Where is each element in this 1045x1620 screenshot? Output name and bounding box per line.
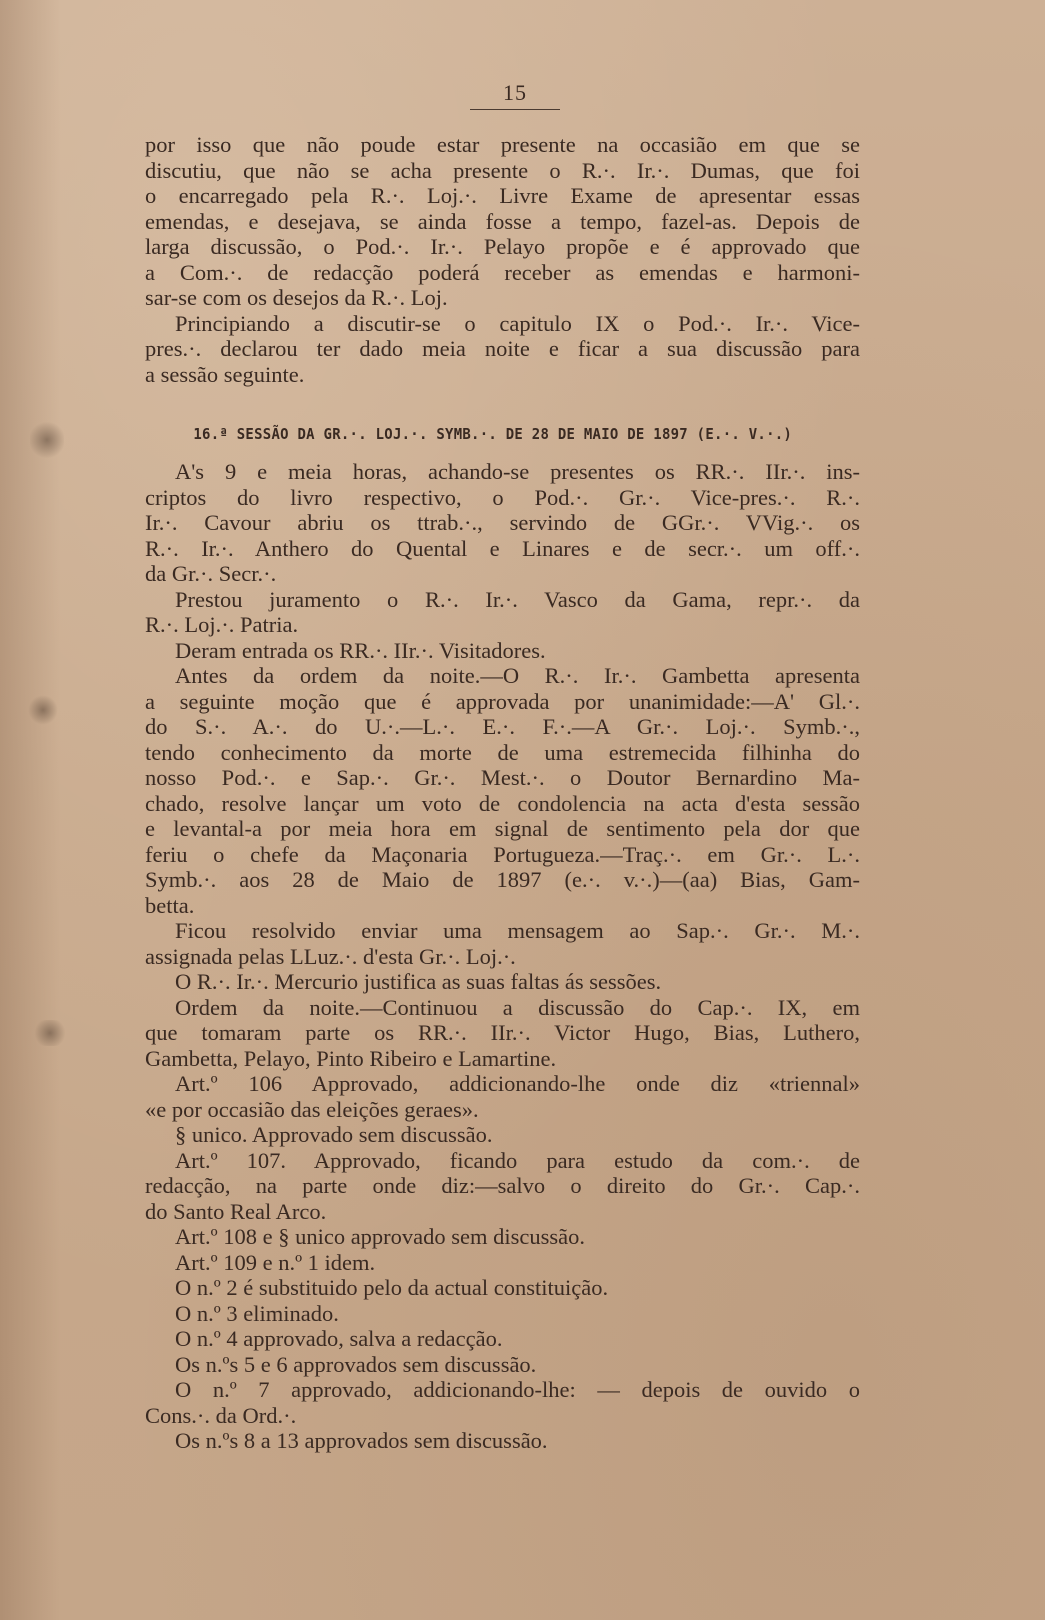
text-line: R.·. Loj.·. Patria. bbox=[145, 612, 299, 637]
text-line: chado, resolve lançar um voto de condolencia na acta d'esta sessão bbox=[145, 790, 860, 816]
text-line: e levantal-a por meia hora em signal de sentimento pela dor que bbox=[145, 816, 860, 841]
session-paragraph bbox=[145, 918, 860, 969]
text-line: larga discussão, o Pod.·. Ir.·. Pelayo propõe e é approvado que bbox=[145, 234, 860, 259]
text-line: betta. bbox=[145, 892, 195, 918]
text-line: Ordem da noite.—Continuou a discussão do Cap.·. IX, em bbox=[175, 994, 860, 1020]
session-paragraph bbox=[145, 1352, 860, 1378]
page-edge-shadow bbox=[0, 0, 60, 1620]
session-paragraph bbox=[145, 1071, 860, 1122]
session-heading: 16.ª SESSÃO DA GR.·. LOJ.·. SYMB.·. DE 28 DE MAIO DE 1897 (E.·. V.·.) bbox=[193, 425, 793, 443]
text-line: Os n.ºs 8 a 13 approvados sem discussão. bbox=[175, 1428, 548, 1453]
session-paragraph bbox=[145, 459, 860, 587]
text-line: a seguinte moção que é approvada por unanimidade:—A' Gl.·. bbox=[145, 688, 860, 714]
session-paragraph bbox=[145, 969, 860, 995]
intro-paragraph bbox=[145, 311, 860, 388]
text-line: Art.º 109 e n.º 1 idem. bbox=[175, 1249, 376, 1275]
session-paragraph bbox=[145, 995, 860, 1072]
text-line: do S.·. A.·. do U.·.—L.·. E.·. F.·.—A Gr.·. Loj.·. Symb.·., bbox=[145, 714, 860, 739]
intro-section bbox=[145, 132, 860, 387]
text-line: Antes da ordem da noite.—O R.·. Ir.·. Gambetta apresenta bbox=[175, 663, 860, 688]
text-line: «e por occasião das eleições geraes». bbox=[145, 1096, 479, 1122]
session-paragraph bbox=[145, 587, 860, 638]
session-paragraph bbox=[145, 1122, 860, 1148]
text-line: Os n.ºs 5 e 6 approvados sem discussão. bbox=[175, 1351, 537, 1377]
body-text bbox=[145, 132, 860, 1454]
ink-stain bbox=[30, 420, 64, 460]
text-line: Gambetta, Pelayo, Pinto Ribeiro e Lamartine. bbox=[145, 1045, 557, 1071]
text-line: a Com.·. de redacção poderá receber as emendas e harmoni- bbox=[145, 259, 860, 285]
text-line: o encarregado pela R.·. Loj.·. Livre Exame de apresentar essas bbox=[145, 183, 860, 208]
text-line: Prestou juramento o R.·. Ir.·. Vasco da Gama, repr.·. da bbox=[175, 586, 860, 612]
text-line: O n.º 2 é substituido pelo da actual constituição. bbox=[175, 1275, 609, 1300]
session-paragraph bbox=[145, 638, 860, 664]
ink-stain bbox=[32, 1020, 68, 1046]
session-paragraph bbox=[145, 1148, 860, 1225]
text-line: que tomaram parte os RR.·. IIr.·. Victor Hugo, Bias, Luthero, bbox=[145, 1020, 860, 1045]
text-line: A's 9 e meia horas, achando-se presentes os RR.·. IIr.·. ins- bbox=[175, 459, 860, 484]
text-line: criptos do livro respectivo, o Pod.·. Gr.·. Vice-pres.·. R.·. bbox=[145, 484, 860, 510]
text-line: Cons.·. da Ord.·. bbox=[145, 1402, 297, 1428]
text-line: Art.º 106 Approvado, addicionando-lhe onde diz «triennal» bbox=[175, 1071, 860, 1096]
session-paragraph bbox=[145, 1428, 860, 1454]
text-line: tendo conhecimento da morte de uma estremecida filhinha do bbox=[145, 739, 860, 765]
text-line: § unico. Approvado sem discussão. bbox=[175, 1122, 493, 1147]
text-line: pres.·. declarou ter dado meia noite e ficar a sua discussão para bbox=[145, 336, 860, 361]
text-line: R.·. Ir.·. Anthero do Quental e Linares e de secr.·. um off.·. bbox=[145, 535, 860, 561]
text-line: do Santo Real Arco. bbox=[145, 1198, 327, 1224]
text-line: O R.·. Ir.·. Mercurio justifica as suas faltas ás sessões. bbox=[175, 969, 662, 994]
text-line: Art.º 107. Approvado, ficando para estudo da com.·. de bbox=[175, 1147, 860, 1173]
spacer bbox=[145, 387, 860, 423]
session-paragraph bbox=[145, 1275, 860, 1301]
session-paragraph bbox=[145, 1250, 860, 1276]
page-number: 15 bbox=[503, 80, 527, 105]
session-section bbox=[145, 459, 860, 1454]
text-line: por isso que não poude estar presente na occasião em que se bbox=[145, 132, 860, 157]
text-line: O n.º 3 eliminado. bbox=[175, 1300, 339, 1326]
text-line: da Gr.·. Secr.·. bbox=[145, 561, 277, 586]
intro-paragraph bbox=[145, 132, 860, 311]
session-paragraph bbox=[145, 1301, 860, 1327]
text-line: Ir.·. Cavour abriu os ttrab.·., servindo de GGr.·. VVig.·. os bbox=[145, 510, 860, 535]
session-paragraph bbox=[145, 1377, 860, 1428]
text-line: Ficou resolvido enviar uma mensagem ao Sap.·. Gr.·. M.·. bbox=[175, 918, 860, 943]
text-line: Principiando a discutir-se o capitulo IX o Pod.·. Ir.·. Vice- bbox=[175, 310, 860, 336]
text-line: feriu o chefe da Maçonaria Portugueza.—Traç.·. em Gr.·. L.·. bbox=[145, 841, 860, 867]
text-line: redacção, na parte onde diz:—salvo o direito do Gr.·. Cap.·. bbox=[145, 1173, 860, 1198]
text-line: Symb.·. aos 28 de Maio de 1897 (e.·. v.·.)—(aa) Bias, Gam- bbox=[145, 867, 860, 892]
text-line: Deram entrada os RR.·. IIr.·. Visitadores. bbox=[175, 637, 546, 663]
text-line: O n.º 4 approvado, salva a redacção. bbox=[175, 1326, 503, 1351]
text-line: sar-se com os desejos da R.·. Loj. bbox=[145, 285, 448, 310]
session-paragraph bbox=[145, 1326, 860, 1352]
ink-stain bbox=[28, 695, 58, 725]
session-paragraph bbox=[145, 663, 860, 918]
text-line: Art.º 108 e § unico approvado sem discussão. bbox=[175, 1224, 586, 1249]
text-line: nosso Pod.·. e Sap.·. Gr.·. Mest.·. o Doutor Bernardino Ma- bbox=[145, 765, 860, 790]
page-number-rule bbox=[470, 109, 560, 110]
text-line: assignada pelas LLuz.·. d'esta Gr.·. Loj.·. bbox=[145, 943, 516, 969]
spacer bbox=[145, 445, 860, 459]
text-line: emendas, e desejava, se ainda fosse a tempo, fazel-as. Depois de bbox=[145, 208, 860, 234]
text-line: discutiu, que não se acha presente o R.·. Ir.·. Dumas, que foi bbox=[145, 157, 860, 183]
session-paragraph bbox=[145, 1224, 860, 1250]
text-line: a sessão seguinte. bbox=[145, 361, 305, 387]
text-line: O n.º 7 approvado, addicionando-lhe: — depois de ouvido o bbox=[175, 1377, 860, 1402]
